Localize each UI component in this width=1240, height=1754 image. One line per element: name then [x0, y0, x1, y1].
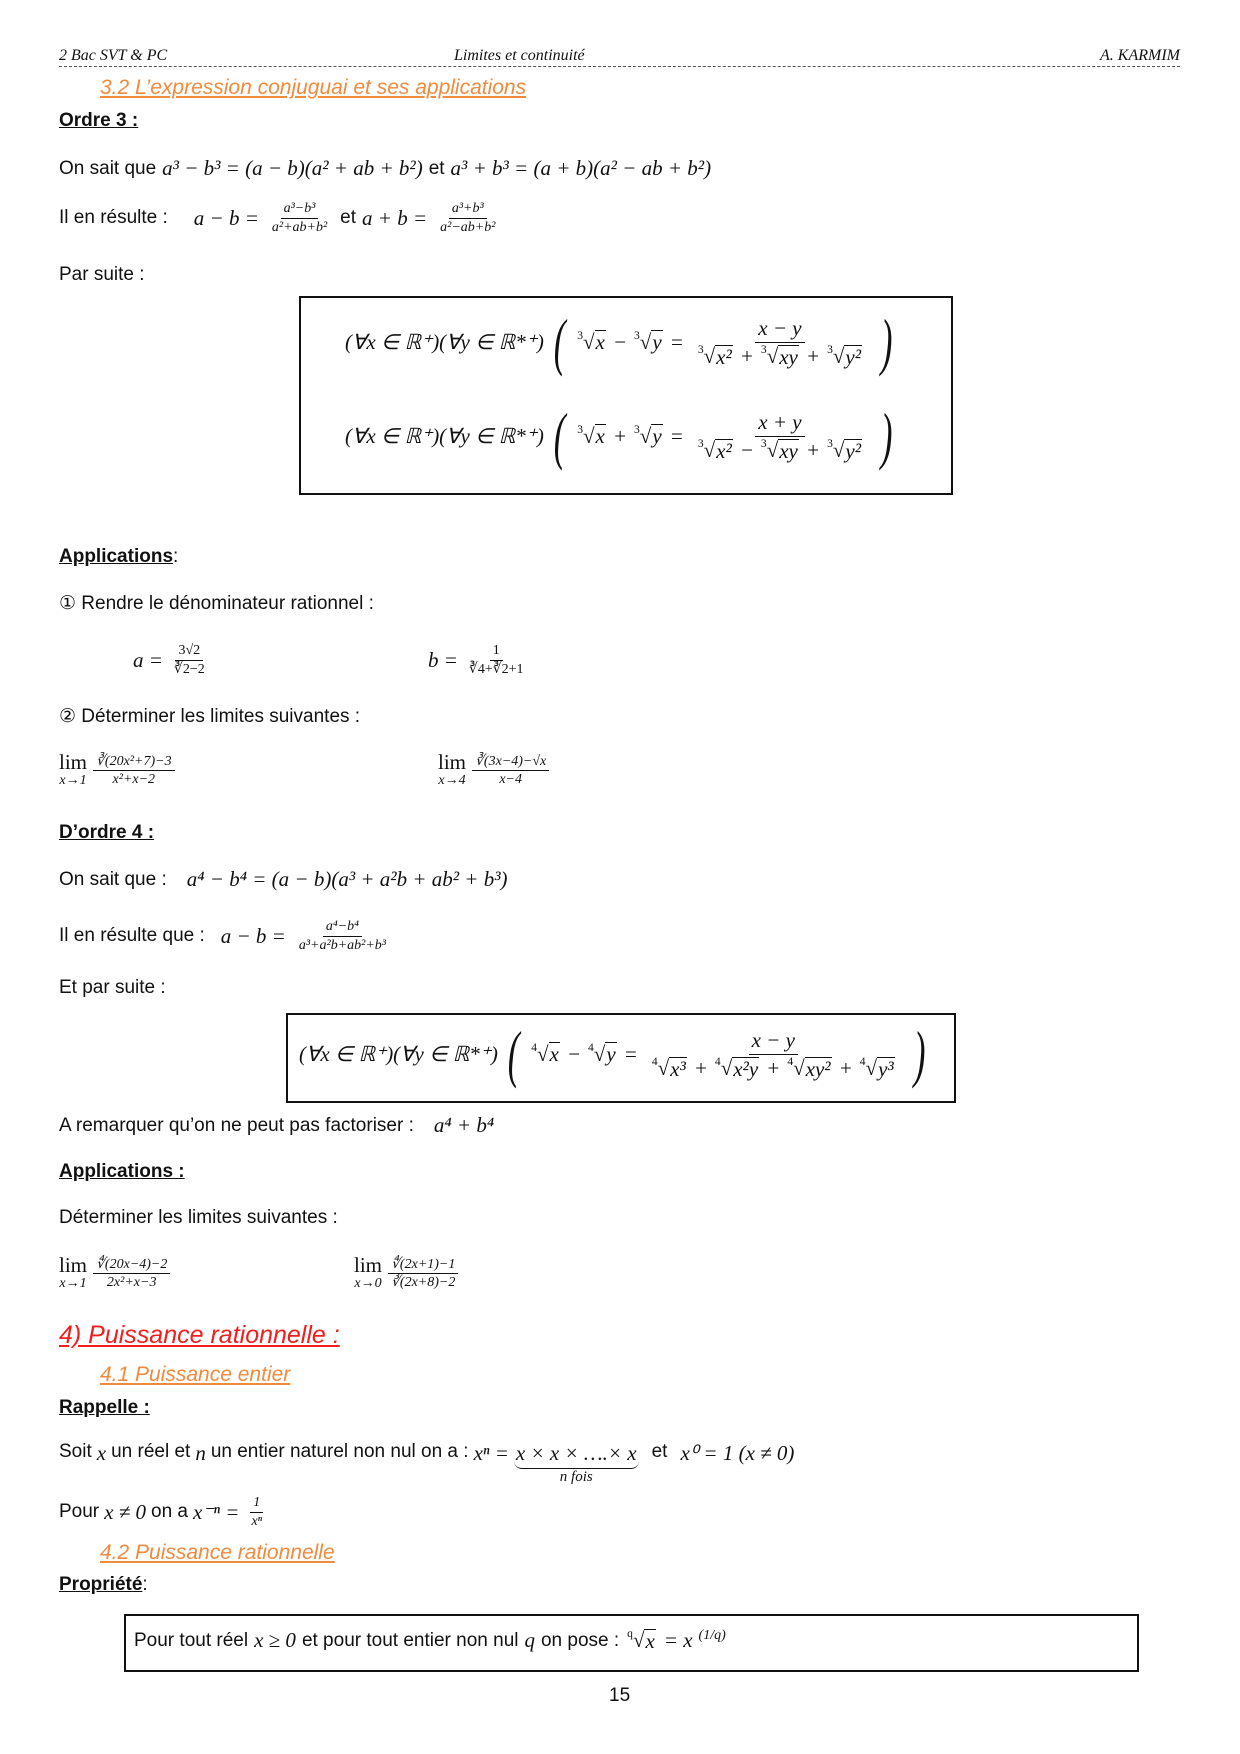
radical — [827, 343, 862, 369]
root-index: 3 — [827, 437, 833, 450]
text: x⁰ = 1 (x ≠ 0) — [680, 1441, 795, 1465]
radical — [761, 437, 799, 463]
fraction — [693, 315, 867, 369]
root-index: 3 — [760, 343, 767, 356]
radicand: y — [652, 330, 662, 355]
text: lim — [59, 750, 88, 774]
text: lim — [438, 750, 467, 774]
text: 3√2 — [175, 642, 203, 661]
text: un entier naturel non nul on a : — [210, 1441, 469, 1462]
text: x ≥ 0 — [254, 1628, 296, 1652]
text: a⁴ − b⁴ = (a − b)(a³ + a²b + ab² + b³) — [186, 867, 508, 891]
limit-4 — [354, 1255, 462, 1292]
radical-sign-icon: √ — [865, 1055, 878, 1080]
remark-line — [59, 1113, 494, 1138]
text: et — [428, 157, 445, 179]
radical-sign-icon: √ — [582, 329, 595, 354]
text: ∛(3x−4)−√x — [472, 753, 549, 772]
radicand: x — [595, 424, 605, 449]
ordre3-heading: Ordre 3 : — [59, 110, 139, 131]
text: ∜(2x+1)−1 — [388, 1256, 458, 1275]
radical — [827, 437, 862, 463]
text: a − b = — [220, 923, 286, 948]
radical-sign-icon: √ — [536, 1041, 549, 1066]
radical — [577, 424, 606, 449]
text: = x — [663, 1628, 693, 1652]
right-paren: ) — [880, 400, 893, 471]
text: ∛4+∛2+1 — [468, 661, 524, 677]
fraction — [437, 200, 498, 236]
fraction — [171, 642, 208, 678]
radical — [588, 1042, 617, 1067]
right-paren: ) — [880, 306, 893, 377]
limit-2 — [438, 752, 553, 789]
radical — [787, 1055, 831, 1081]
radical — [652, 1055, 687, 1081]
text: − — [566, 1041, 581, 1066]
formula: a³ + b³ = (a + b)(a² − ab + b²) — [450, 156, 712, 180]
text: Pour tout réel — [134, 1629, 249, 1651]
section-4-1-title: 4.1 Puissance entier — [100, 1363, 291, 1386]
text: x−4 — [499, 772, 522, 787]
radicand: x² — [716, 344, 732, 369]
text: A remarquer qu’on ne peut pas factoriser : — [59, 1114, 414, 1136]
radical — [698, 437, 733, 463]
root-index: 4 — [531, 1041, 537, 1054]
property-text — [134, 1628, 726, 1653]
text: x − y — [755, 315, 804, 342]
root-index: 4 — [787, 1055, 794, 1068]
text: x⁻ⁿ = — [192, 1499, 240, 1524]
radical-sign-icon: √ — [593, 1041, 606, 1066]
radicand: y³ — [878, 1056, 894, 1081]
formula-row — [299, 1018, 930, 1089]
fraction — [693, 409, 867, 463]
radical — [698, 343, 733, 369]
text: ∜(20x−4)−2 — [93, 1256, 170, 1275]
formula-row — [345, 306, 897, 377]
right-paren: ) — [913, 1018, 926, 1089]
fraction — [466, 642, 527, 678]
radicand: x — [645, 1628, 655, 1653]
text: = — [669, 329, 684, 354]
text: ∛(2x+8)−2 — [391, 1275, 456, 1290]
root-index: 4 — [714, 1055, 721, 1068]
formula: a³ − b³ = (a − b)(a² + ab + b²) — [162, 156, 423, 180]
text: On sait que : — [59, 868, 167, 890]
text: + — [805, 437, 821, 462]
text: ∛(20x²+7)−3 — [93, 753, 175, 772]
radical-sign-icon: √ — [766, 437, 779, 462]
text: un réel et — [111, 1441, 191, 1462]
app1-text: ① Rendre le dénominateur rationnel : — [59, 593, 374, 614]
root-index: q — [627, 1628, 633, 1640]
radical-sign-icon: √ — [793, 1055, 805, 1080]
applications-heading — [59, 546, 178, 568]
et-par-suite: Et par suite : — [59, 977, 166, 998]
page-number: 15 — [609, 1685, 631, 1706]
text: x × x × ….× x — [514, 1441, 639, 1469]
section-4-title: 4) Puissance rationnelle : — [59, 1321, 340, 1349]
ordre4-heading: D’ordre 4 : — [59, 822, 155, 843]
radicand: y² — [845, 438, 861, 463]
formula: a − b = — [193, 205, 259, 230]
root-index: 3 — [577, 329, 583, 342]
text: + — [612, 423, 627, 448]
radicand: y — [606, 1042, 616, 1067]
text: a⁴ + b⁴ — [433, 1113, 495, 1137]
text: (∀x ∈ ℝ⁺)(∀y ∈ ℝ*⁺) — [345, 423, 544, 448]
radical-sign-icon: √ — [632, 1628, 645, 1652]
power-definition-line — [59, 1441, 794, 1486]
text: a²+ab+b² — [271, 219, 328, 235]
text: b = — [428, 647, 458, 672]
expr-b — [428, 642, 531, 678]
text: ∛2−2 — [173, 661, 205, 677]
radical — [634, 424, 663, 449]
text: xⁿ = — [473, 1441, 509, 1465]
formula: a + b = — [362, 205, 428, 230]
text: + — [693, 1055, 708, 1080]
radicand: xy² — [805, 1056, 831, 1081]
radical-sign-icon: √ — [657, 1055, 670, 1080]
radical-sign-icon: √ — [832, 437, 845, 462]
root-index: 3 — [634, 329, 640, 342]
text: a²−ab+b² — [440, 219, 496, 235]
text: xⁿ — [251, 1513, 263, 1529]
section-3-2-title: 3.2 L’expression conjuguai et ses applications — [100, 76, 527, 99]
text: on pose : — [540, 1629, 620, 1651]
root-index: 4 — [651, 1055, 658, 1068]
radicand: x²y — [733, 1056, 759, 1081]
text: Propriété — [59, 1574, 143, 1595]
text: 2x²+x−3 — [106, 1275, 157, 1290]
text: (∀x ∈ ℝ⁺)(∀y ∈ ℝ*⁺) — [299, 1041, 498, 1066]
text: (1/q) — [698, 1628, 726, 1643]
text: et — [651, 1441, 668, 1462]
radical — [761, 343, 799, 369]
text: + — [838, 1055, 853, 1080]
text: a³−b³ — [281, 200, 319, 219]
negative-power-line — [59, 1494, 269, 1530]
page-header — [59, 44, 1180, 67]
identities-line — [59, 156, 711, 181]
section-4-2-title: 4.2 Puissance rationnelle — [100, 1541, 335, 1564]
text: lim — [59, 1253, 88, 1277]
root-index: 3 — [697, 343, 704, 356]
limit-3 — [59, 1255, 174, 1292]
limit-1 — [59, 752, 179, 789]
text: lim — [354, 1253, 383, 1277]
radical — [577, 330, 606, 355]
root-index: 4 — [588, 1041, 594, 1054]
root-index: 3 — [697, 437, 704, 450]
text: x→0 — [354, 1276, 382, 1291]
radical-sign-icon: √ — [582, 423, 595, 448]
text: x→1 — [59, 773, 87, 788]
root-index: 4 — [859, 1055, 866, 1068]
text: : — [142, 1574, 148, 1595]
text: + — [766, 1055, 781, 1080]
text: a³+a²b+ab²+b³ — [298, 937, 386, 953]
text: + — [805, 343, 821, 368]
fraction — [269, 200, 330, 236]
radical — [531, 1042, 560, 1067]
left-paren: ( — [553, 306, 566, 377]
radical-sign-icon: √ — [639, 423, 652, 448]
header-center: Limites et continuité — [454, 47, 585, 64]
app2-text: ② Déterminer les limites suivantes : — [59, 706, 361, 727]
text: a⁴−b⁴ — [323, 918, 362, 937]
text: : — [173, 546, 179, 567]
text: x + y — [755, 409, 804, 436]
determine-text: Déterminer les limites suivantes : — [59, 1207, 338, 1228]
header-right: A. KARMIM — [1100, 47, 1180, 64]
text: = — [669, 423, 684, 448]
left-paren: ( — [507, 1018, 520, 1089]
radicand: xy — [779, 438, 798, 463]
text: Applications — [59, 546, 174, 567]
text: (∀x ∈ ℝ⁺)(∀y ∈ ℝ*⁺) — [345, 329, 544, 354]
rappelle-heading: Rappelle : — [59, 1397, 150, 1418]
radicand: x — [549, 1042, 559, 1067]
text: q — [524, 1628, 535, 1652]
text: Il en résulte : — [59, 207, 168, 228]
radical — [627, 1628, 656, 1653]
result-line — [59, 200, 502, 236]
root-index: 3 — [760, 437, 767, 450]
radical-sign-icon: √ — [639, 329, 652, 354]
root-index: 3 — [634, 423, 640, 436]
text: n — [195, 1441, 206, 1465]
par-suite: Par suite : — [59, 264, 145, 285]
radical — [860, 1055, 895, 1081]
fraction — [647, 1027, 900, 1081]
radical — [634, 330, 663, 355]
text: Pour — [59, 1501, 100, 1522]
text: on a — [151, 1501, 188, 1522]
applications-heading-2: Applications : — [59, 1161, 185, 1182]
text: et — [340, 207, 357, 228]
text: 1 — [490, 642, 503, 661]
text: x→1 — [59, 1276, 87, 1291]
radical-sign-icon: √ — [720, 1055, 733, 1080]
text: + — [739, 343, 754, 368]
text: x ≠ 0 — [104, 1499, 146, 1524]
text: n fois — [559, 1469, 593, 1485]
propriete-heading — [59, 1574, 148, 1596]
header-left: 2 Bac SVT & PC — [59, 47, 168, 64]
ordre4-identity — [59, 867, 508, 892]
text: − — [739, 437, 754, 462]
text: x→4 — [438, 773, 466, 788]
radicand: y — [652, 424, 662, 449]
radicand: x² — [716, 438, 732, 463]
radical — [715, 1055, 759, 1081]
text: Il en résulte que : — [59, 925, 205, 946]
radical-sign-icon: √ — [832, 343, 845, 368]
text: x − y — [749, 1027, 798, 1054]
radicand: xy — [779, 344, 798, 369]
radicand: x³ — [670, 1056, 686, 1081]
expr-a — [133, 642, 212, 678]
text: x — [96, 1441, 107, 1465]
text: x²+x−2 — [112, 772, 156, 787]
ordre4-result — [59, 918, 393, 954]
radicand: y² — [845, 344, 861, 369]
formula-row — [345, 400, 897, 471]
root-index: 3 — [577, 423, 583, 436]
text: = — [623, 1041, 638, 1066]
text: 1 — [250, 1494, 263, 1513]
text: Soit — [59, 1441, 92, 1462]
left-paren: ( — [553, 400, 566, 471]
text: On sait que — [59, 157, 157, 179]
root-index: 3 — [827, 343, 833, 356]
text: − — [612, 329, 627, 354]
text: et pour tout entier non nul — [301, 1629, 519, 1651]
text: a = — [133, 647, 163, 672]
radicand: x — [595, 330, 605, 355]
radical-sign-icon: √ — [703, 437, 716, 462]
text: a³+b³ — [449, 200, 487, 219]
radical-sign-icon: √ — [703, 343, 716, 368]
radical-sign-icon: √ — [766, 343, 779, 368]
